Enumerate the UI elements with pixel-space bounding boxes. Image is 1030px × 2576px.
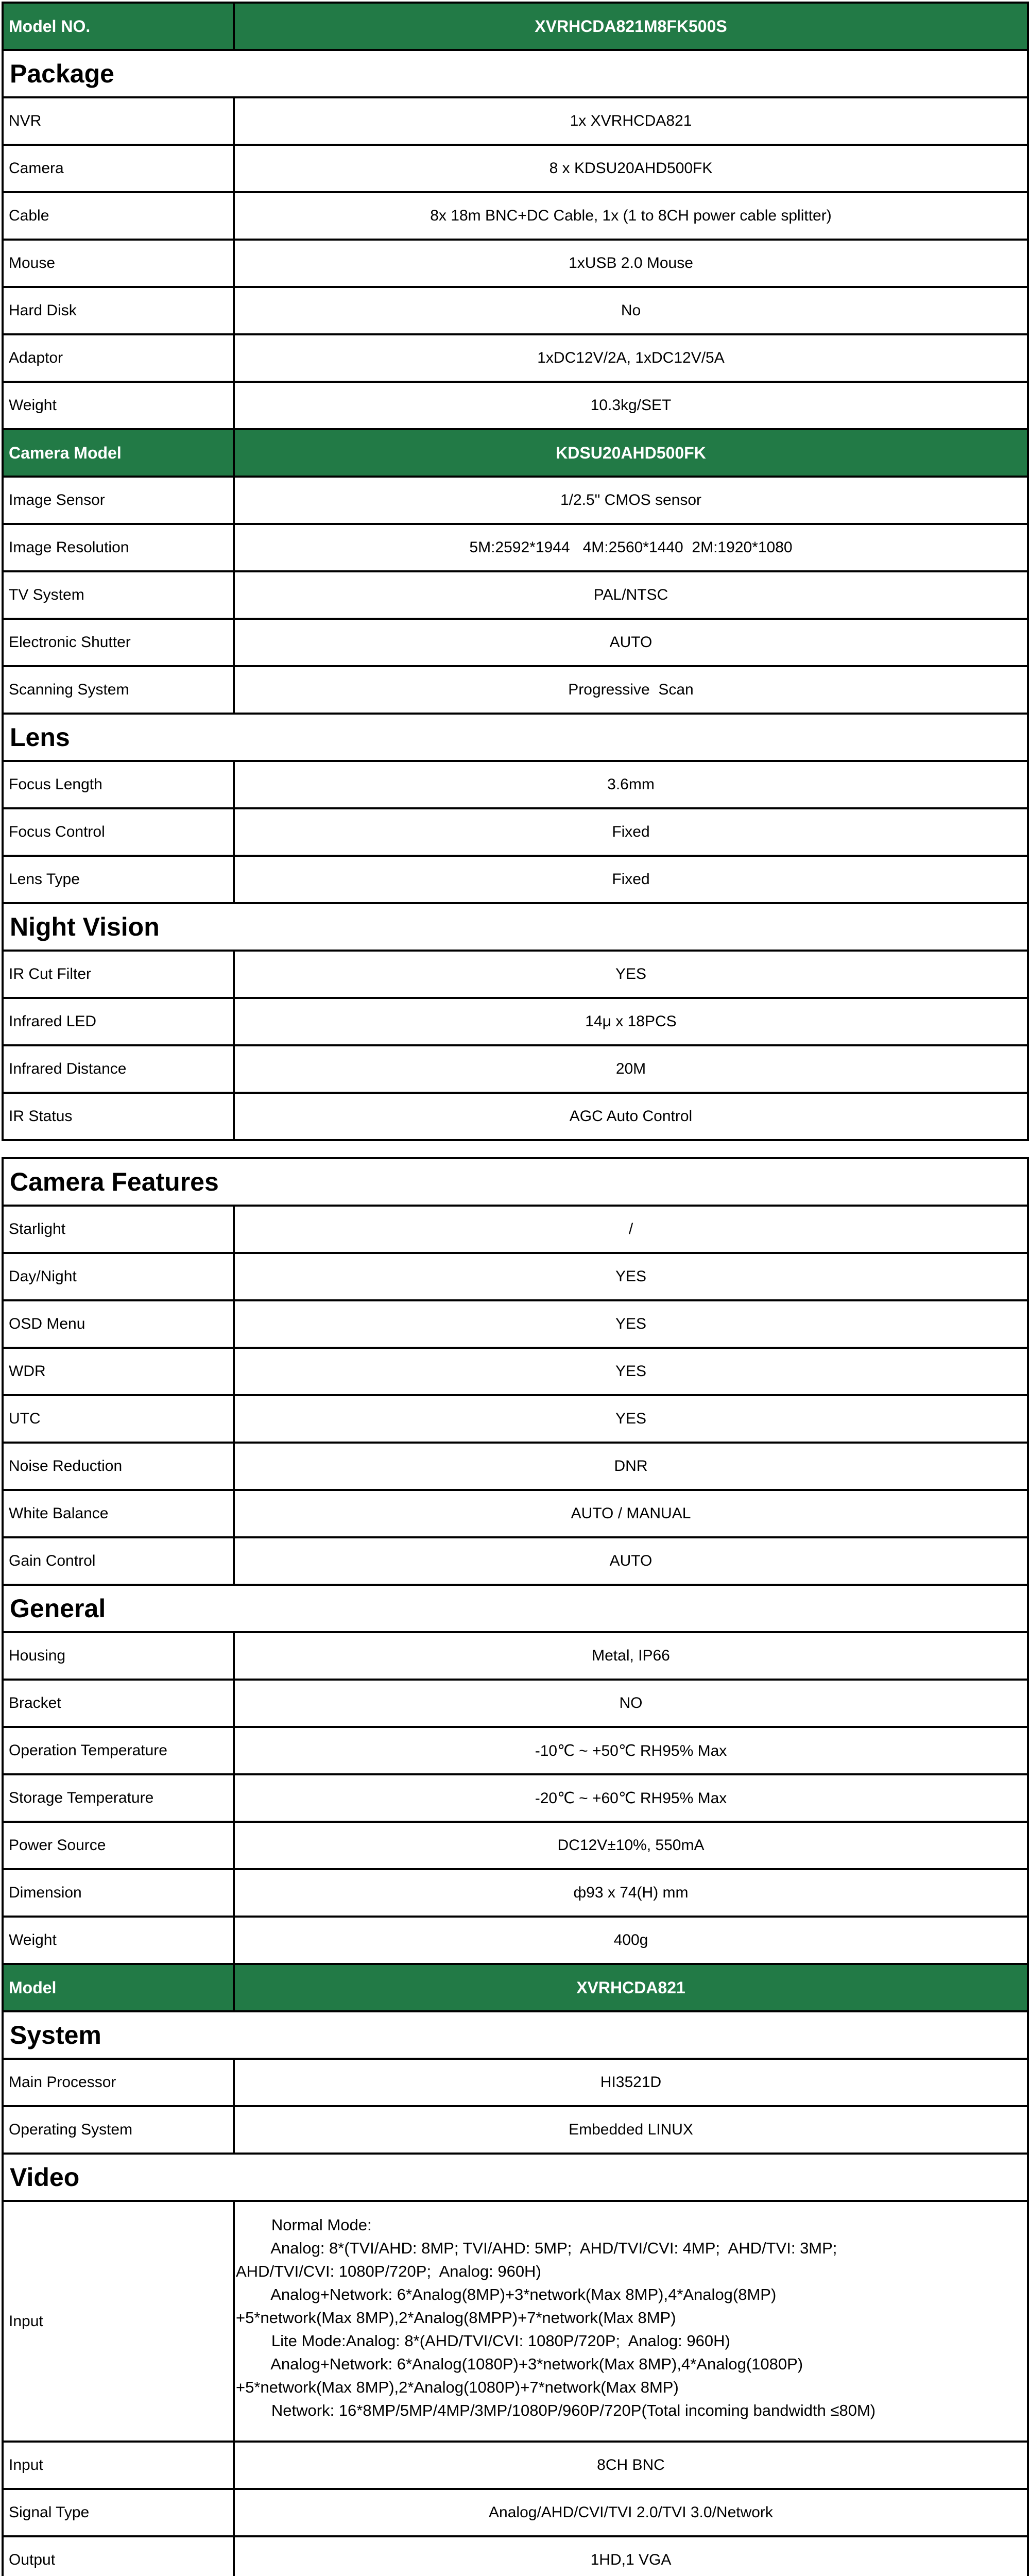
row-label: Housing [3,1632,234,1680]
table-row [3,998,1028,1045]
row-label: Infrared Distance [3,1045,234,1093]
row-label: Weight [3,382,234,429]
nvr-model-value: XVRHCDA821 [234,1964,1028,2011]
row-value: AUTO / MANUAL [234,1490,1028,1537]
row-label: Camera [3,145,234,192]
section-night-vision [3,903,1028,951]
table-row [3,240,1028,287]
row-value: 1/2.5" CMOS sensor [234,477,1028,524]
row-label: Gain Control [3,1537,234,1585]
row-label: Bracket [3,1680,234,1727]
row-value: Fixed [234,808,1028,856]
row-label: Dimension [3,1869,234,1917]
section-system [3,2011,1028,2059]
row-value: 20M [234,1045,1028,1093]
model-no-value: XVRHCDA821M8FK500S [234,3,1028,50]
row-label: WDR [3,1348,234,1395]
row-label: Infrared LED [3,998,234,1045]
row-label: NVR [3,97,234,145]
row-value: YES [234,1253,1028,1300]
table-row [3,856,1028,903]
table-row [3,1206,1028,1253]
model-no-label: Model NO. [3,3,234,50]
camera-model-row [3,429,1028,477]
row-label: Main Processor [3,2059,234,2106]
section-title-night-vision: Night Vision [3,903,1028,951]
table-row [3,1537,1028,1585]
row-value: YES [234,1348,1028,1395]
section-camera-features [3,1158,1028,1206]
table-row [3,1348,1028,1395]
spec-table-1 [2,2,1029,1141]
row-label: Adaptor [3,334,234,382]
table-row [3,1045,1028,1093]
row-value: Progressive Scan [234,666,1028,714]
row-value: PAL/NTSC [234,571,1028,619]
row-label: Power Source [3,1822,234,1869]
row-value: Fixed [234,856,1028,903]
section-title-lens: Lens [3,714,1028,761]
row-value: 1HD,1 VGA [234,2536,1028,2576]
table-row [3,97,1028,145]
table-row [3,1727,1028,1774]
row-label: Cable [3,192,234,240]
row-label: Day/Night [3,1253,234,1300]
row-value: HI3521D [234,2059,1028,2106]
table-row [3,1490,1028,1537]
row-value: 1xDC12V/2A, 1xDC12V/5A [234,334,1028,382]
table-row [3,382,1028,429]
section-video [3,2154,1028,2201]
table-row [3,2442,1028,2489]
table-row [3,287,1028,334]
row-label: Signal Type [3,2489,234,2536]
row-value: DC12V±10%, 550mA [234,1822,1028,1869]
row-label: Electronic Shutter [3,619,234,666]
row-label: Operation Temperature [3,1727,234,1774]
table-row [3,808,1028,856]
row-value: NO [234,1680,1028,1727]
model-no-row [3,3,1028,50]
table-row [3,1822,1028,1869]
section-general [3,1585,1028,1632]
table-row [3,1300,1028,1348]
section-title-system: System [3,2011,1028,2059]
row-label: Output [3,2536,234,2576]
row-label: TV System [3,571,234,619]
section-title-general: General [3,1585,1028,1632]
row-label: Input [3,2442,234,2489]
row-value: ф93 x 74(H) mm [234,1869,1028,1917]
row-label: Starlight [3,1206,234,1253]
table-row [3,1093,1028,1140]
row-label: Focus Length [3,761,234,808]
row-value: 5M:2592*1944 4M:2560*1440 2M:1920*1080 [234,524,1028,571]
row-value: YES [234,951,1028,998]
camera-model-label: Camera Model [3,429,234,477]
row-value: 1xUSB 2.0 Mouse [234,240,1028,287]
table-row [3,2489,1028,2536]
row-label: White Balance [3,1490,234,1537]
row-label: UTC [3,1395,234,1443]
row-label: Image Resolution [3,524,234,571]
row-value: 8CH BNC [234,2442,1028,2489]
row-value: 10.3kg/SET [234,382,1028,429]
table-row [3,761,1028,808]
row-value: -10℃ ~ +50℃ RH95% Max [234,1727,1028,1774]
table-row [3,619,1028,666]
row-value: 3.6mm [234,761,1028,808]
row-label: Focus Control [3,808,234,856]
row-value: DNR [234,1443,1028,1490]
row-value: Metal, IP66 [234,1632,1028,1680]
row-value: AGC Auto Control [234,1093,1028,1140]
row-value: 14μ x 18PCS [234,998,1028,1045]
row-value: / [234,1206,1028,1253]
table-row [3,2536,1028,2576]
row-value: AUTO [234,1537,1028,1585]
nvr-model-row [3,1964,1028,2011]
row-label: IR Cut Filter [3,951,234,998]
table-row [3,1395,1028,1443]
row-value: -20℃ ~ +60℃ RH95% Max [234,1774,1028,1822]
row-label: Input [3,2201,234,2442]
table-row [3,1774,1028,1822]
row-value: 400g [234,1917,1028,1964]
table-row [3,477,1028,524]
spec-table-2 [2,1157,1029,2576]
table-row [3,1632,1028,1680]
row-value: 8x 18m BNC+DC Cable, 1x (1 to 8CH power cable splitter) [234,192,1028,240]
table-row [3,2106,1028,2154]
row-label: Weight [3,1917,234,1964]
table-row [3,192,1028,240]
table-row [3,334,1028,382]
row-value: 8 x KDSU20AHD500FK [234,145,1028,192]
section-title-package: Package [3,50,1028,97]
row-label: Storage Temperature [3,1774,234,1822]
row-value: Embedded LINUX [234,2106,1028,2154]
section-title-camera-features: Camera Features [3,1158,1028,1206]
table-row [3,524,1028,571]
table-row [3,666,1028,714]
row-label: Lens Type [3,856,234,903]
row-value: 1x XVRHCDA821 [234,97,1028,145]
row-value: YES [234,1300,1028,1348]
row-value: Analog/AHD/CVI/TVI 2.0/TVI 3.0/Network [234,2489,1028,2536]
row-label: Operating System [3,2106,234,2154]
row-label: IR Status [3,1093,234,1140]
table-row [3,2059,1028,2106]
row-value: AUTO [234,619,1028,666]
table-row [3,1917,1028,1964]
table-row [3,951,1028,998]
video-input-modes-text: Normal Mode: Analog: 8*(TVI/AHD: 8MP; TVI/AHD: 5MP; AHD/TVI/CVI: 4MP; AHD/TVI: 3MP; AHD/TVI/CVI: 1080P/720P; Analog: 960H) Analog+Network: 6*Analog(8MP)+3*network(Max 8MP),4*Analog(8MP) +5*network(Max 8MP),2*Analog(8MPP)+7*network(Max 8MP) Lite Mode:Analog: 8*(AHD/TVI/CVI: 1080P/720P; Analog: 960H) Analog+Network: 6*Analog(1080P)+3*network(Max 8MP),4*Analog(1080P) +5*network(Max 8MP),2*Analog(1080P)+7*network(Max 8MP) Network: 16*8MP/5MP/4MP/3MP/1080P/960P/720P(Total incoming bandwidth ≤80M) [234,2201,1028,2442]
section-lens [3,714,1028,761]
row-label: Image Sensor [3,477,234,524]
row-value: No [234,287,1028,334]
table-row [3,145,1028,192]
section-package [3,50,1028,97]
camera-model-value: KDSU20AHD500FK [234,429,1028,477]
row-label: Noise Reduction [3,1443,234,1490]
table-row [3,571,1028,619]
table-row [3,1253,1028,1300]
nvr-model-label: Model [3,1964,234,2011]
row-label: OSD Menu [3,1300,234,1348]
table-row [3,1443,1028,1490]
row-label: Scanning System [3,666,234,714]
row-label: Mouse [3,240,234,287]
table-row [3,1680,1028,1727]
row-value: YES [234,1395,1028,1443]
section-title-video: Video [3,2154,1028,2201]
table-row [3,1869,1028,1917]
row-label: Hard Disk [3,287,234,334]
video-input-modes-row [3,2201,1028,2442]
